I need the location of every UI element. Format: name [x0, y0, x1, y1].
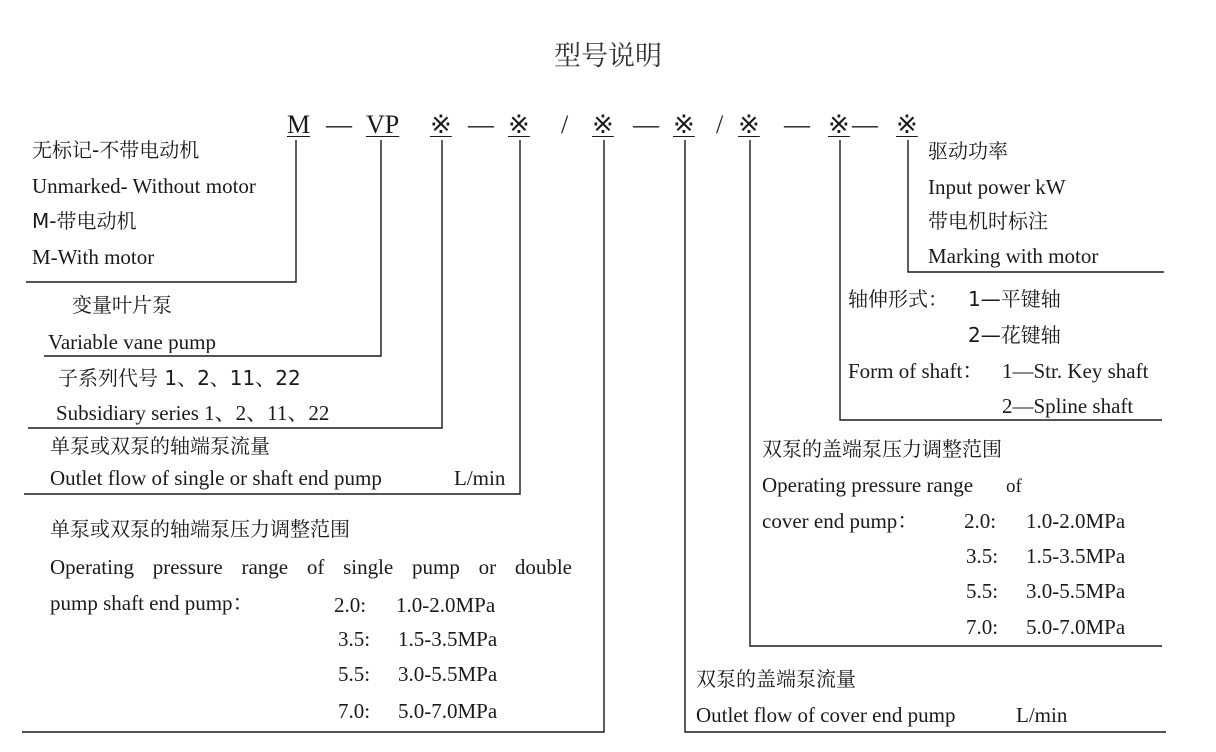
motor-en-1: Unmarked- Without motor	[32, 174, 256, 198]
shaft-flow-en: Outlet flow of single or shaft end pump	[50, 466, 382, 490]
page-title: 型号说明	[554, 41, 662, 72]
cover-pressure-code: 2.0:	[964, 509, 997, 533]
shaft-form-en-opt-1: 1—Str. Key shaft	[1002, 359, 1149, 383]
motor-en-2: M-With motor	[32, 245, 155, 269]
cover-flow-unit: L/min	[1016, 703, 1068, 727]
cover-pressure-cn: 双泵的盖端泵压力调整范围	[762, 437, 1002, 461]
cover-pressure-range: 5.0-7.0MPa	[1026, 615, 1126, 639]
code-slash-1: /	[561, 110, 569, 139]
code-x-5: ※	[738, 110, 760, 139]
code-x-2: ※	[508, 110, 530, 139]
shaft-pressure-range: 1.0-2.0MPa	[396, 593, 496, 617]
code-dash-4: —	[784, 110, 810, 139]
cover-pressure-en-1b: of	[1006, 476, 1022, 497]
power-en-1: Input power kW	[928, 175, 1066, 199]
shaft-pressure-cn: 单泵或双泵的轴端泵压力调整范围	[50, 517, 350, 541]
cover-pressure-range: 1.5-3.5MPa	[1026, 544, 1126, 568]
shaft-form-cn-label: 轴伸形式：	[848, 287, 948, 311]
code-dash-5: —	[852, 110, 878, 139]
code-dash-2: —	[468, 110, 494, 139]
cover-pressure-en-2: cover end pump：	[762, 509, 919, 533]
cover-pressure-range: 3.0-5.5MPa	[1026, 579, 1126, 603]
code-slash-2: /	[716, 110, 724, 139]
series-en: Subsidiary series 1、2、11、22	[56, 401, 330, 425]
code-dash-1: —	[326, 110, 352, 139]
vane-en: Variable vane pump	[48, 330, 216, 353]
shaft-form-cn-opt-1: 1—平键轴	[968, 287, 1061, 311]
code-vp: VP	[366, 110, 400, 139]
power-cn-2: 带电机时标注	[928, 209, 1048, 233]
shaft-form-en-opt-2: 2—Spline shaft	[1002, 394, 1134, 418]
cover-pressure-code: 7.0:	[966, 615, 999, 639]
shaft-flow-cn: 单泵或双泵的轴端泵流量	[50, 434, 270, 458]
cover-pressure-code: 5.5:	[966, 579, 999, 603]
code-x-6: ※	[828, 110, 850, 139]
shaft-pressure-range: 1.5-3.5MPa	[398, 627, 498, 651]
code-x-7: ※	[896, 110, 918, 139]
code-dash-3: —	[633, 110, 659, 139]
code-x-1: ※	[430, 110, 452, 139]
cover-pressure-code: 3.5:	[966, 544, 999, 568]
cover-flow-en: Outlet flow of cover end pump	[696, 703, 956, 727]
shaft-pressure-code: 2.0:	[334, 593, 367, 617]
code-x-3: ※	[592, 110, 614, 139]
motor-cn-2: M-带电动机	[32, 209, 137, 233]
shaft-pressure-range: 5.0-7.0MPa	[398, 699, 498, 723]
motor-cn-1: 无标记-不带电动机	[32, 138, 200, 162]
cover-pressure-en-1: Operating pressure range	[762, 473, 974, 497]
shaft-form-cn-opt-2: 2—花键轴	[968, 323, 1061, 347]
shaft-pressure-code: 3.5:	[338, 627, 371, 651]
shaft-form-en-label: Form of shaft：	[848, 359, 984, 383]
shaft-flow-unit: L/min	[454, 466, 506, 490]
shaft-pressure-en-1: Operating pressure range of single pump or double	[50, 555, 572, 579]
power-en-2: Marking with motor	[928, 244, 1099, 268]
power-cn-1: 驱动功率	[928, 139, 1008, 163]
shaft-pressure-code: 7.0:	[338, 699, 371, 723]
code-m: M	[287, 110, 311, 139]
cover-pressure-range: 1.0-2.0MPa	[1026, 509, 1126, 533]
cover-flow-cn: 双泵的盖端泵流量	[696, 667, 856, 691]
series-cn: 子系列代号 1、2、11、22	[58, 366, 301, 390]
shaft-pressure-code: 5.5:	[338, 662, 371, 686]
shaft-pressure-range: 3.0-5.5MPa	[398, 662, 498, 686]
shaft-pressure-en-2: pump shaft end pump：	[50, 591, 254, 615]
vane-cn: 变量叶片泵	[72, 293, 172, 317]
code-x-4: ※	[673, 110, 695, 139]
